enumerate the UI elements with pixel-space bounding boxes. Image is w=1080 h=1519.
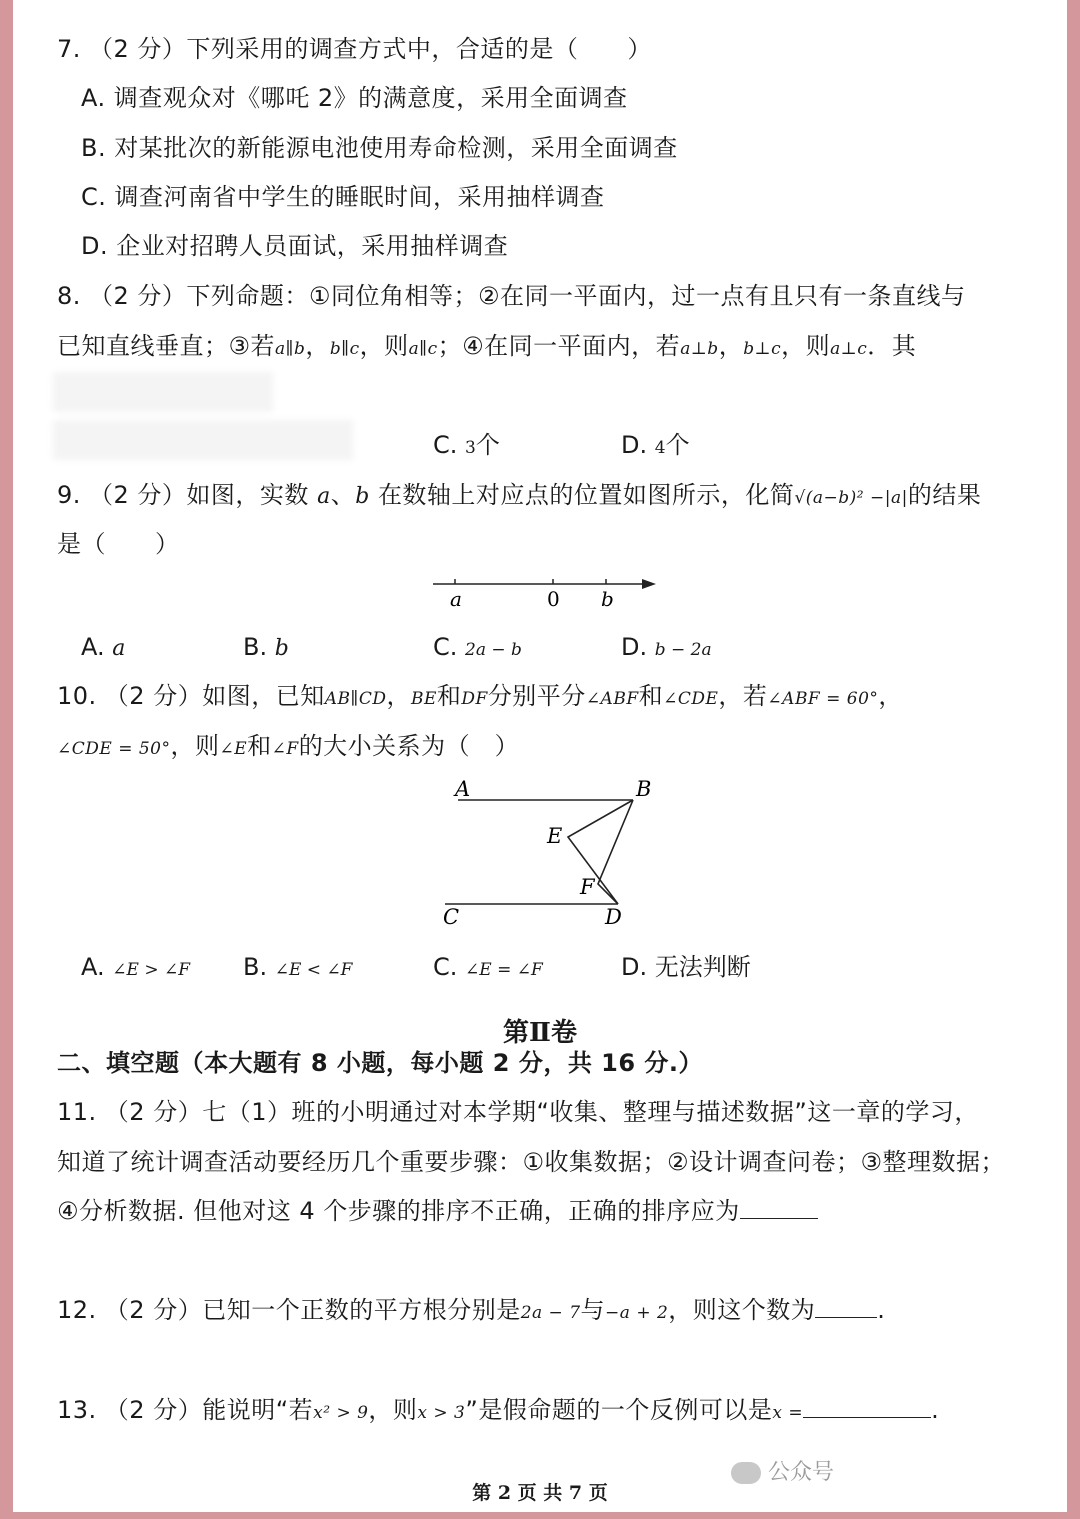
q11-line2: 知道了统计调查活动要经历几个重要步骤：①收集数据；②设计调查问卷；③整理数据； [57, 1148, 1006, 1176]
point-label-b: B [636, 777, 652, 801]
q11-text: ④分析数据. 但他对这 4 个步骤的排序不正确，正确的排序应为 [57, 1197, 740, 1225]
q10-math: ∠E [219, 739, 248, 759]
q10-option-label: B. [243, 953, 268, 981]
q13-text: ，则 [368, 1396, 418, 1424]
q9-option-a [81, 632, 125, 664]
q10-text: ，若 [718, 682, 768, 710]
q10-option-value: ∠E > ∠F [112, 960, 191, 980]
q10-text: 和 [247, 732, 272, 760]
q9-option-label: B. [243, 633, 268, 661]
q8-math: a∥b [275, 339, 306, 359]
axis-label-zero: 0 [547, 587, 560, 611]
q12-math: 2a − 7 [520, 1303, 581, 1323]
q9-option-b [243, 632, 289, 664]
q9-option-value: b − 2a [654, 640, 712, 660]
q9-text: 的结果 [907, 481, 982, 509]
q10-math: ∠CDE [663, 689, 719, 709]
q10-text: ，则 [170, 732, 220, 760]
q9-option-label: D. [621, 633, 648, 661]
q9-line1 [57, 480, 981, 513]
obscured-region [53, 372, 273, 412]
q8-option-number: 3 [465, 438, 476, 458]
q9-var: a [317, 484, 331, 509]
q9-line2: 是（ ） [57, 530, 180, 558]
page-footer: 第 2 页 共 7 页 [472, 1482, 608, 1504]
q7-option-d: D. 企业对招聘人员面试，采用抽样调查 [81, 232, 509, 260]
q10-option-label: C. [433, 953, 458, 981]
point-label-c: C [443, 905, 460, 929]
q10-text: 和 [638, 682, 664, 710]
q10-math: DF [461, 689, 488, 709]
q13-math: x = [772, 1403, 804, 1423]
point-label-a: A [455, 777, 471, 801]
q8-line1: 8. （2 分）下列命题：①同位角相等；②在同一平面内，过一点有且只有一条直线与 [57, 282, 966, 310]
q9-option-d [621, 632, 712, 665]
q9-option-label: C. [433, 633, 458, 661]
q10-option-a [81, 952, 190, 985]
q7-option-c: C. 调查河南省中学生的睡眠时间，采用抽样调查 [81, 183, 605, 211]
q9-option-label: A. [81, 633, 105, 661]
q13-answer-blank[interactable] [803, 1395, 931, 1418]
q10-text: ， [386, 682, 411, 710]
q8-option-d [621, 430, 690, 463]
q10-option-c [433, 952, 543, 985]
watermark-text: 公众号 [768, 1460, 835, 1485]
q9-text: 在数轴上对应点的位置如图所示，化简 [377, 481, 795, 509]
point-label-e: E [547, 824, 563, 848]
q8-option-unit: 个 [475, 431, 500, 459]
obscured-region [53, 420, 353, 460]
q10-option-value: 无法判断 [654, 953, 751, 981]
point-label-f: F [580, 875, 595, 899]
section-title: 第Ⅱ卷 [503, 1018, 577, 1048]
q11-line3 [57, 1196, 818, 1226]
q8-text: ；④在同一平面内，若 [437, 332, 681, 360]
q10-option-d [621, 952, 751, 982]
q7-option-b: B. 对某批次的新能源电池使用寿命检测，采用全面调查 [81, 134, 678, 162]
q13-line [57, 1395, 939, 1428]
q10-option-value: ∠E = ∠F [465, 960, 543, 980]
q10-option-label: A. [81, 953, 105, 981]
q8-text: 已知直线垂直；③若 [57, 332, 276, 360]
q9-text: 9. （2 分）如图，实数 [57, 481, 309, 509]
q8-math: b⊥c [743, 339, 782, 359]
q8-math: a⊥c [830, 339, 868, 359]
q12-text: ，则这个数为 [668, 1296, 816, 1324]
q8-line2 [57, 331, 916, 364]
q8-text: ， [305, 332, 330, 360]
q9-option-value: a [112, 636, 126, 661]
q10-math: BE [410, 689, 437, 709]
q11-answer-blank[interactable] [740, 1196, 818, 1219]
q8-text: ，则 [781, 332, 831, 360]
q13-text: ”是假命题的一个反例可以是 [465, 1396, 773, 1424]
q10-text: 10. （2 分）如图，已知 [57, 682, 325, 710]
q8-text: ，则 [359, 332, 409, 360]
section-subtitle: 二、填空题（本大题有 8 小题，每小题 2 分，共 16 分.） [57, 1049, 704, 1077]
q10-line1 [57, 681, 903, 714]
q13-text: 13. （2 分）能说明“若 [57, 1396, 314, 1424]
q9-text: 、 [330, 481, 356, 509]
q10-line2 [57, 731, 519, 764]
q12-math: −a + 2 [605, 1303, 669, 1323]
q8-math: a∥c [408, 339, 438, 359]
q12-text: 与 [580, 1296, 606, 1324]
q8-text: ．其 [867, 332, 917, 360]
q8-option-label: C. [433, 431, 458, 459]
q10-option-b [243, 952, 352, 985]
q8-option-label: D. [621, 431, 648, 459]
q9-expression: √(a−b)² −|a| [794, 488, 908, 508]
q8-option-c [433, 430, 500, 463]
q7-option-a: A. 调查观众对《哪吒 2》的满意度，采用全面调查 [81, 84, 628, 112]
q12-text: . [877, 1296, 886, 1324]
q10-option-label: D. [621, 953, 648, 981]
q10-math: AB∥CD [324, 689, 387, 709]
q13-text: . [931, 1396, 940, 1424]
axis-label-b: b [601, 587, 614, 611]
parallel-lines-figure [433, 772, 673, 937]
q12-line [57, 1295, 885, 1328]
number-line-figure [418, 570, 668, 612]
q10-math: ∠CDE = 50° [57, 739, 171, 759]
q13-math: x² > 9 [313, 1403, 369, 1423]
q10-option-value: ∠E < ∠F [274, 960, 353, 980]
q10-text: ， [878, 682, 903, 710]
q10-text: 分别平分 [487, 682, 586, 710]
q9-option-value: 2a − b [465, 640, 522, 660]
q10-math: ∠ABF = 60° [767, 689, 879, 709]
q7-stem: 7. （2 分）下列采用的调查方式中，合适的是（ ） [57, 35, 652, 63]
q11-line1: 11. （2 分）七（1）班的小明通过对本学期“收集、整理与描述数据”这一章的学习， [57, 1098, 979, 1126]
q8-math: a⊥b [680, 339, 719, 359]
q9-option-value: b [274, 636, 289, 661]
point-label-d: D [605, 905, 622, 929]
exam-page [13, 0, 1067, 1512]
q13-math: x > 3 [417, 1403, 466, 1423]
q10-text: 和 [436, 682, 462, 710]
q10-text: 的大小关系为（ ） [298, 732, 520, 760]
axis-label-a: a [450, 587, 462, 611]
q9-option-c [433, 632, 522, 665]
q9-var: b [355, 484, 370, 509]
q8-option-unit: 个 [665, 431, 690, 459]
q12-answer-blank[interactable] [815, 1295, 877, 1318]
q8-option-number: 4 [654, 438, 666, 458]
q12-text: 12. （2 分）已知一个正数的平方根分别是 [57, 1296, 521, 1324]
q10-math: ∠ABF [585, 689, 639, 709]
q10-math: ∠F [271, 739, 299, 759]
q8-math: b∥c [329, 339, 360, 359]
q8-text: ， [718, 332, 744, 360]
